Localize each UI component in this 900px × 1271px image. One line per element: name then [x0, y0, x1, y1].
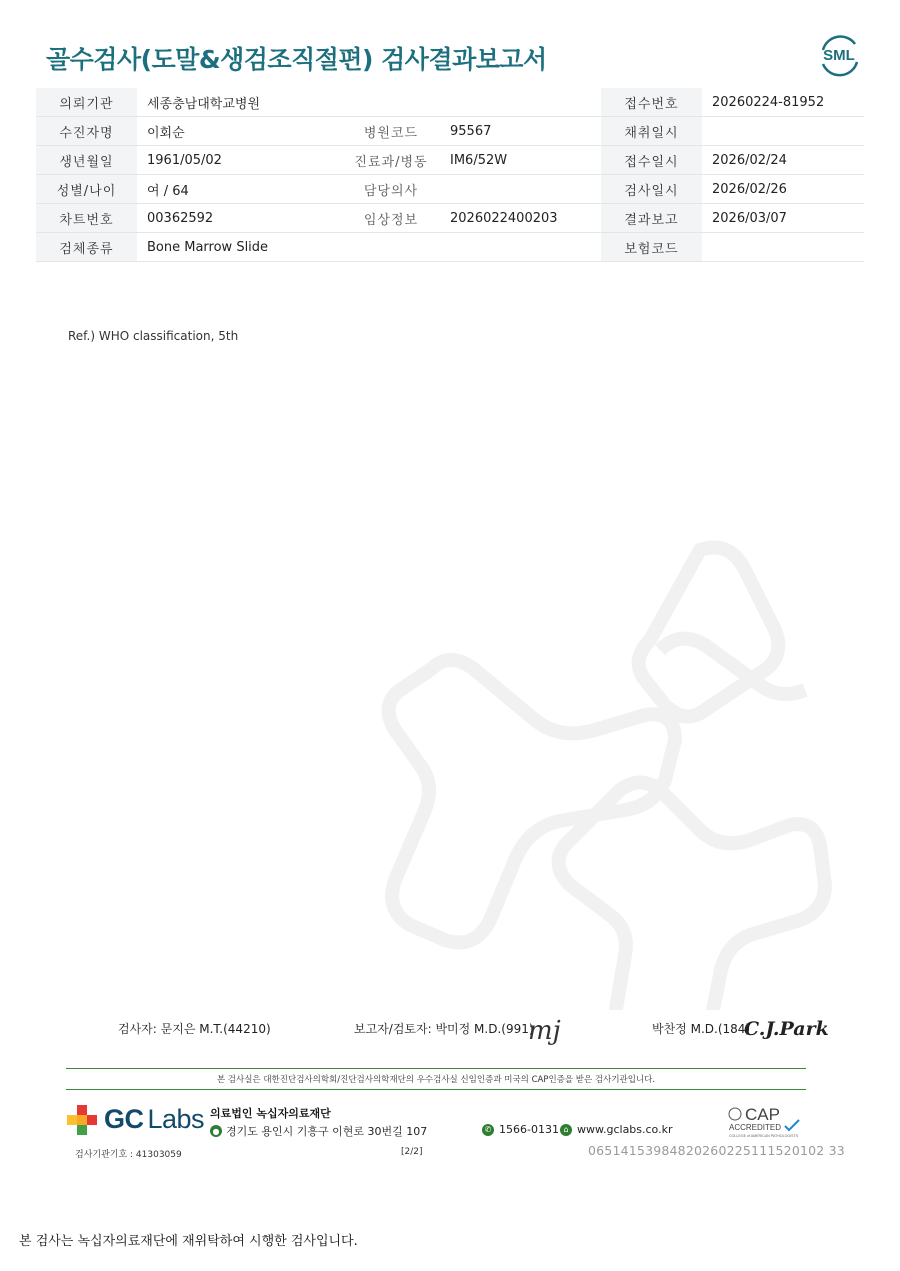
info-label: 접수번호: [601, 88, 702, 117]
info-value: [440, 88, 601, 117]
website[interactable]: [560, 1123, 673, 1136]
info-value: 00362592: [137, 204, 342, 233]
cap-small: COLLEGE of AMERICAN PATHOLOGISTS: [729, 1134, 799, 1138]
foundation-name: 의료법인 녹십자의료재단: [210, 1107, 331, 1120]
info-value: 2026/02/26: [702, 175, 864, 204]
info-value: 이회순: [137, 117, 342, 146]
brand-gc: GC: [104, 1104, 144, 1134]
info-value: 1961/05/02: [137, 146, 342, 175]
info-value: 세종충남대학교병원: [137, 88, 342, 117]
info-label: [342, 88, 440, 117]
info-row: [36, 175, 864, 204]
info-label: 성별/나이: [36, 175, 137, 204]
gc-cross-logo-icon: [64, 1103, 100, 1137]
info-value: [702, 117, 864, 146]
info-label: 검체종류: [36, 233, 137, 262]
info-label: 보험코드: [601, 233, 702, 262]
info-value: 2026022400203: [440, 204, 601, 233]
info-row: [36, 88, 864, 117]
info-label: 담당의사: [342, 175, 440, 204]
info-value: 2026/03/07: [702, 204, 864, 233]
doctor-handwritten-sign: C.J.Park: [744, 1018, 829, 1040]
info-value: 20260224-81952: [702, 88, 864, 117]
home-icon: ⌂: [560, 1124, 572, 1136]
info-value: 95567: [440, 117, 601, 146]
doctor-signature: 박찬정 M.D.(184): [652, 1022, 751, 1036]
sml-logo-icon: [815, 30, 863, 78]
info-row: [36, 233, 864, 262]
info-value: [702, 233, 864, 262]
website-text: www.gclabs.co.kr: [577, 1123, 673, 1136]
phone-icon: ✆: [482, 1124, 494, 1136]
tester-signature: 검사자: 문지은 M.T.(44210): [118, 1022, 271, 1036]
phone: [482, 1123, 559, 1136]
institution-code: 검사기관기호 : 41303059: [75, 1150, 182, 1160]
info-label: 접수일시: [601, 146, 702, 175]
cap-accredited-logo-icon: [727, 1104, 805, 1140]
info-label: 병원코드: [342, 117, 440, 146]
info-label: 진료과/병동: [342, 146, 440, 175]
page-number: [2/2]: [401, 1147, 423, 1157]
info-row: [36, 204, 864, 233]
info-label: 차트번호: [36, 204, 137, 233]
info-label: 임상정보: [342, 204, 440, 233]
reviewer-handwritten-sign: mj: [528, 1016, 561, 1046]
patient-info-table: [36, 88, 864, 262]
address: [210, 1123, 427, 1139]
info-label: 채취일시: [601, 117, 702, 146]
info-label: 검사일시: [601, 175, 702, 204]
certification-note: 본 검사실은 대한진단검사의학회/진단검사의학재단의 우수검사실 신임인증과 미국의 CAP인증을 받은 검사기관입니다.: [216, 1075, 656, 1085]
sml-logo-text: SML: [823, 47, 855, 64]
info-row: [36, 117, 864, 146]
divider-top: [66, 1068, 806, 1069]
info-label: 의뢰기관: [36, 88, 137, 117]
reviewer-signature: 보고자/검토자: 박미정 M.D.(991): [354, 1022, 534, 1036]
info-value: 2026/02/24: [702, 146, 864, 175]
cap-text: CAP: [745, 1105, 780, 1124]
info-value: IM6/52W: [440, 146, 601, 175]
address-text: 경기도 용인시 기흥구 이현로 30번길 107: [226, 1125, 428, 1138]
info-row: [36, 146, 864, 175]
watermark-cross-icon: [360, 530, 840, 1010]
bottom-note: 본 검사는 녹십자의료재단에 재위탁하여 시행한 검사입니다.: [19, 1234, 358, 1249]
gc-labs-brand: [104, 1104, 204, 1135]
info-label: 수진자명: [36, 117, 137, 146]
barcode-number: 06514153984820260225111520102 33: [588, 1143, 845, 1158]
info-value: [440, 233, 601, 262]
info-label: 결과보고: [601, 204, 702, 233]
info-label: [342, 233, 440, 262]
info-value: 여 / 64: [137, 175, 342, 204]
divider-bottom: [66, 1089, 806, 1090]
brand-labs: Labs: [147, 1104, 205, 1134]
phone-text: 1566-0131: [499, 1123, 559, 1136]
info-value: Bone Marrow Slide: [137, 233, 342, 262]
cap-sub: ACCREDITED: [729, 1123, 782, 1132]
reference-note: Ref.) WHO classification, 5th: [68, 329, 239, 343]
info-value: [440, 175, 601, 204]
report-title: 골수검사(도말&생검조직절편) 검사결과보고서: [46, 45, 547, 74]
location-icon: ●: [210, 1125, 222, 1137]
info-label: 생년월일: [36, 146, 137, 175]
